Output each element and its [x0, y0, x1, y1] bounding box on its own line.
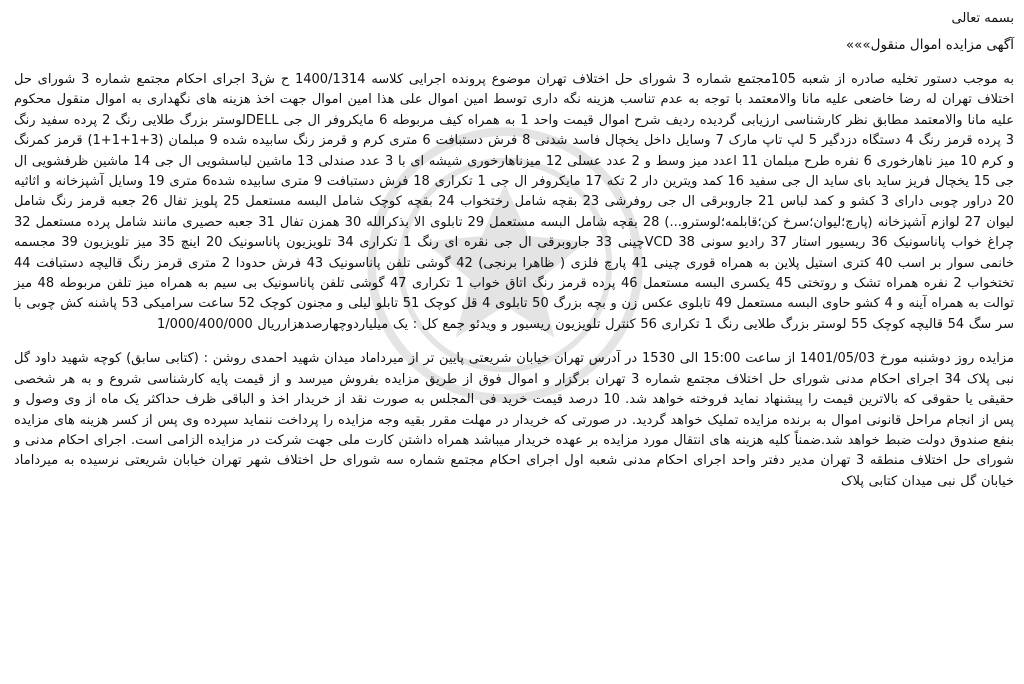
auction-notice-document: [14, 8, 1014, 492]
notice-body-paragraph-1: به موجب دستور تخلیه صادره از شعبه 105مجتمع شماره 3 شورای حل اختلاف تهران موضوع پرونده اجرایی کلاسه 1400/1314 ح ش3 اجرای احکام مجتمع شماره 3 شورای حل اختلاف تهران له رضا خاضعی علیه مانا والامعتمد با توجه به عدم تناسب هزینه نگه داری توسط امین اموال علی هذا امین اموال جهت اخذ هزینه های نگهداری به اموال منقول محکوم علیه مانا والامعتمد مطابق نظر کارشناسی ارزیابی گردیده ردیف شرح اموال قیمت واحد 1 به همراه کیف مربوطه 6 مایکروفر ال جی DELLلوستر بزرگ طلایی رنگ 2 پرده سفید رنگ 3 پرده قرمز رنگ 4 دستگاه دزدگیر 5 لپ تاپ مارک 7 وسایل داخل یخچال فاسد شدنی 8 فرش دستبافت 6 متری کرم و قرمز رنگ سابیده شده 9 مبلمان (3+1+1+1) قرمز کمرنگ و کرم 10 میز ناهارخوری 6 نفره طرح مبلمان 11 اعدد میز وسط و 2 عدد عسلی 12 میزناهارخوری شیشه ای با 3 عدد صندلی 13 ماشین لباسشویی ال جی 14 ماشین ظرفشویی ال جی 15 یخچال فریز ساید بای ساید ال جی سفید 16 کمد ویترین دار 2 تکه 17 مایکروفر ال جی 1 تکراری 18 فرش دستبافت 9 متری سابیده شده6 متری 19 وسایل آشپزخانه و اثاثیه 20 دراور چوبی دارای 3 کشو و کمد لباس 21 جاروبرقی ال جی روفرشی 23 بقچه شامل رختخواب 24 بقچه کوچک شامل البسه مستعمل 25 پلویز تفال 26 جعبه قرمز رنگ شامل لیوان 27 لوازم آشپزخانه (پارچ؛لیوان؛سرخ کن؛قابلمه؛لوسترو...) 28 بقچه شامل البسه مستعمل 29 تابلوی الا بذکرالله 30 همزن تفال 31 جعبه حصیری مانند شامل پرده مستعمل 32 چراغ خواب پاناسونیک 36 ریسیور استار 37 رادیو سونی 38 VCDچینی 33 جاروبرقی ال جی نقره ای رنگ 1 تکراری 34 تلویزیون پاناسونیک 20 اینچ 35 میز تلویزیون 39 مجسمه خانمی سوار بر اسب 40 کتری استیل پلاین به همراه قوری چینی 41 پارچ فلزی ( ظاهرا برنجی) 42 گوشی تلفن پاناسونیک 43 فرش حدودا 2 متری قرمز رنگ قالیچه دستبافت 44 تختخواب 2 نفره همراه تشک و روتختی 45 یکسری البسه مستعمل 46 پرده قرمز رنگ اتاق خواب 1 تکراری 47 گوشی تلفن پاناسونیک بی سیم به همراه میز تلفن مربوطه 48 میز توالت به همراه آینه و 4 کشو حاوی البسه مستعمل 49 تابلوی عکس زن و بچه بزرگ 50 تابلوی 4 قل کوچک 51 تابلو لیلی و مجنون کوچک 52 ساعت سرامیکی 53 پاشنه کش چوبی با سر سگ 54 قالیچه کوچک 55 لوستر بزرگ طلایی رنگ 1 تکراری 56 کنترل تلویزیون ریسیور و ویدئو جمع کل : یک میلیاردوچهارصدهزارریال 1/000/400/000: [14, 72, 1015, 332]
notice-body-paragraph-2: مزایده روز دوشنبه مورخ 1401/05/03 از ساعت 15:00 الی 1530 در آدرس تهران خیابان شریعتی پایین تر از میرداماد میدان شهید احمدی روشن : (کتابی سابق) کوچه شهید داود گل نبی پلاک 34 اجرای احکام مدنی شورای حل اختلاف مجتمع شماره 3 تهران برگزار و اموال فوق از طریق مزایده بفروش میرسد و از قیمت پایه کارشناسی شروع و به هر شخصی حقیقی یا حقوقی که بالاترین قیمت را پیشنهاد نماید فروخته خواهد شد. 10 درصد قیمت خرید فی المجلس به صورت نقد از خریدار اخذ و الباقی ظرف حداکثر یک ماه از وی وصول و پس از انجام مراحل قانونی اموال به برنده مزایده تملیک خواهد گردید. در صورتی که خریدار در مهلت مقرر بقیه وجه مزایده را پرداخت ننماید سپرده وی پس از کسر هزینه های مزایده بنفع صندوق دولت ضبط خواهد شد.ضمناً کلیه هزینه های انتقال مورد مزایده بر عهده خریدار میباشد همراه داشتن کارت ملی جهت شرکت در مزایده الزامی است. اجرای احکام مدنی و شورای حل اختلاف منطقه 3 تهران مدیر دفتر واحد اجرای احکام مدنی شعبه اول اجرای احکام مجتمع شماره سه شورای حل اختلاف شهر تهران خیابان شریعتی نرسیده به میرداماد خیابان گل نبی میدان کتابی پلاک: [14, 351, 1015, 489]
basmala-heading: بسمه تعالی: [951, 11, 1014, 26]
notice-title: آگهی مزایده اموال منقول»»»: [845, 37, 1014, 53]
